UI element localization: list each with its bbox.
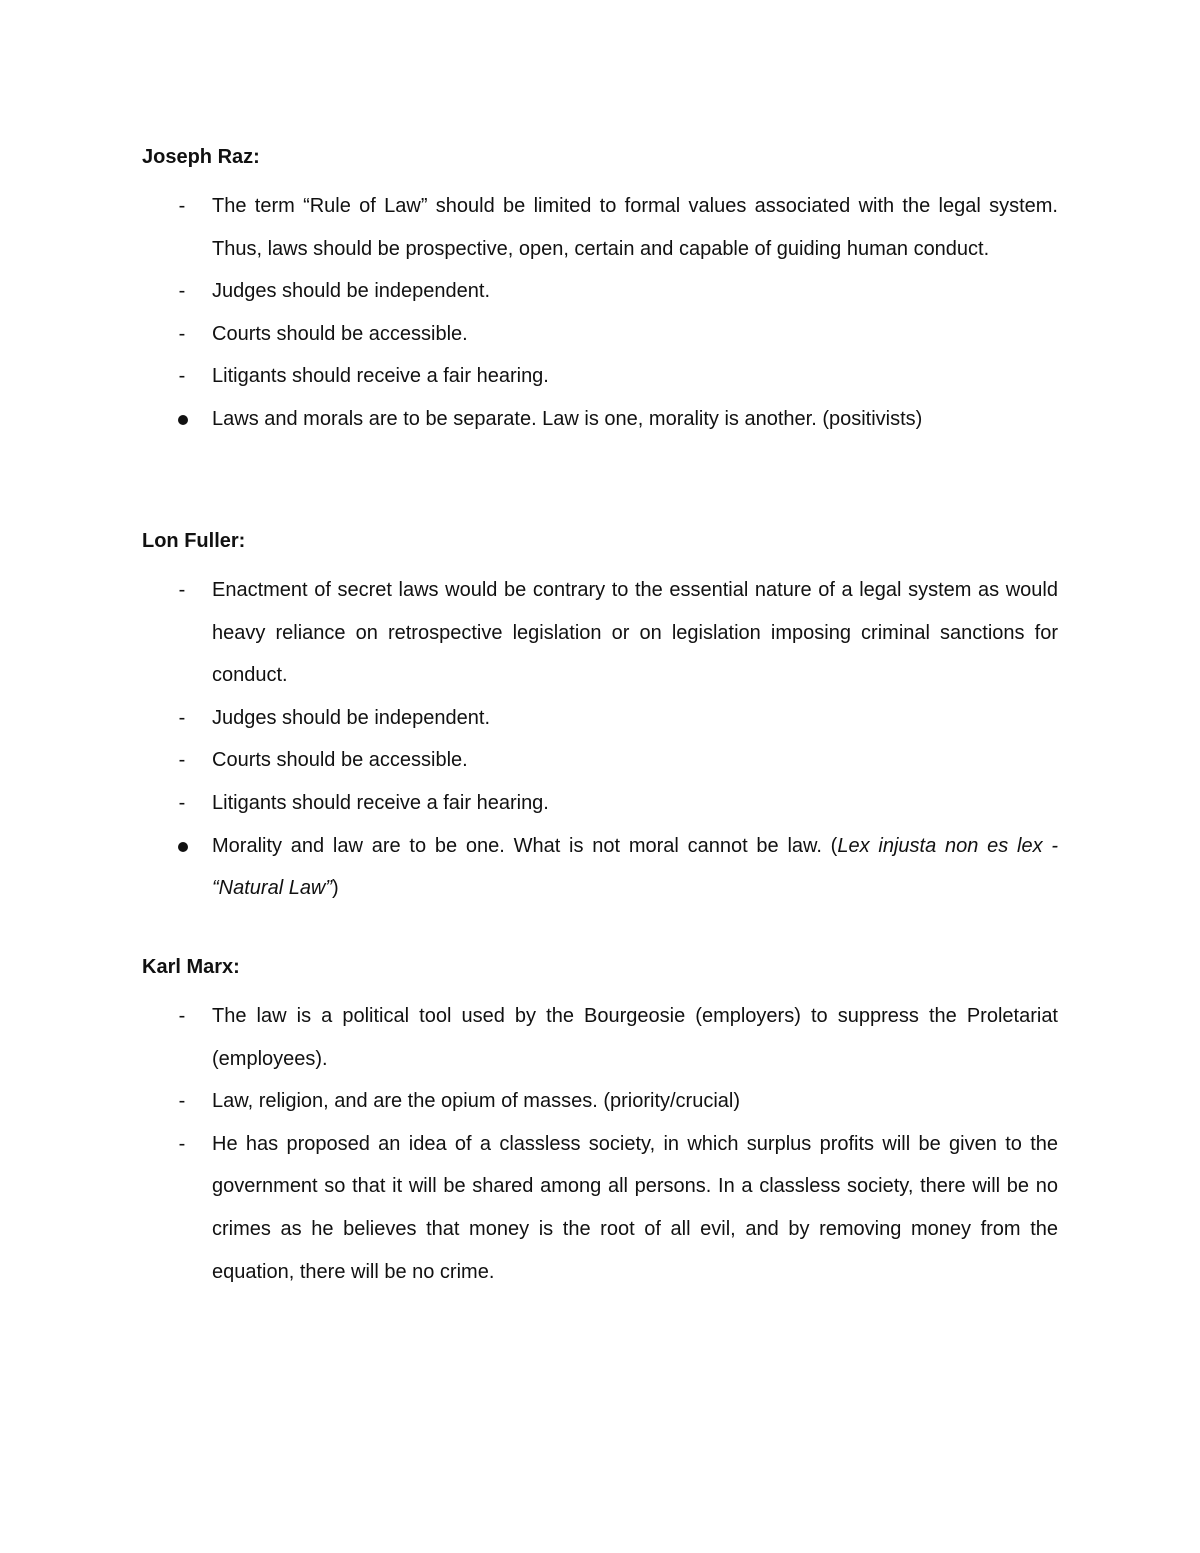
section-karl-marx [142,953,1058,1293]
list-item [142,270,1058,313]
section-heading: Karl Marx: [142,956,240,978]
list-item [142,569,1058,697]
list-item [142,398,1058,441]
dash-marker: - [178,1090,186,1113]
item-text: Laws and morals are to be separate. Law is one, morality is another. (positivists) [212,407,923,430]
section-heading: Joseph Raz: [142,146,260,168]
dash-marker: - [178,791,186,814]
list-item [142,313,1058,356]
list-item [142,1123,1058,1293]
item-text: Morality and law are to be one. What is not moral cannot be law. ( [212,834,838,857]
dash-marker: - [178,1005,186,1027]
bullet-icon [178,415,188,425]
point-list [142,185,1058,441]
dash-marker: - [178,706,186,729]
list-item [142,739,1058,782]
list-item [142,355,1058,398]
list-item [142,1080,1058,1123]
section-lon-fuller [142,527,1058,910]
item-text: Litigants should receive a fair hearing. [212,791,549,814]
item-italic-text: Lex injusta non es lex - “Natural Law” [212,834,1059,900]
point-list [142,569,1058,910]
dash-marker: - [178,322,186,345]
item-text: Courts should be accessible. [212,322,468,345]
dash-marker: - [178,749,186,772]
list-item [142,782,1058,825]
item-text: Judges should be independent. [212,280,491,303]
list-item [142,185,1058,270]
item-text: Enactment of secret laws would be contrary to the essential nature of a legal system as would heavy reliance on retrospective legislation or on legislation imposing criminal sanctions for conduct. [212,579,1058,687]
list-item [142,697,1058,740]
list-item [142,995,1058,1080]
dash-marker: - [178,365,186,388]
item-text: Litigants should receive a fair hearing. [212,365,549,388]
dash-marker: - [178,195,186,217]
item-text: He has proposed an idea of a classless society, in which surplus profits will be given to the government so that it will be shared among all persons. In a classless society, there will be no crimes as he believes that money is the root of all evil, and by removing money from the equation, there will be no crime. [212,1132,1058,1283]
dash-marker: - [178,1132,186,1155]
item-text-after: ) [332,877,339,900]
dash-marker: - [178,280,186,303]
item-text: The law is a political tool used by the Bourgeosie (employers) to suppress the Proletariat (employees). [212,1005,1058,1070]
item-text: Courts should be accessible. [212,749,468,772]
list-item [142,825,1058,910]
item-text: Law, religion, and are the opium of masses. (priority/crucial) [212,1090,741,1113]
item-text: Judges should be independent. [212,706,491,729]
section-joseph-raz [142,143,1058,441]
dash-marker: - [178,579,186,601]
point-list [142,995,1058,1293]
item-text: The term “Rule of Law” should be limited to formal values associated with the legal system. Thus, laws should be prospective, open, certain and capable of guiding human conduct. [212,195,1058,260]
bullet-icon [178,842,188,852]
section-heading: Lon Fuller: [142,530,246,552]
